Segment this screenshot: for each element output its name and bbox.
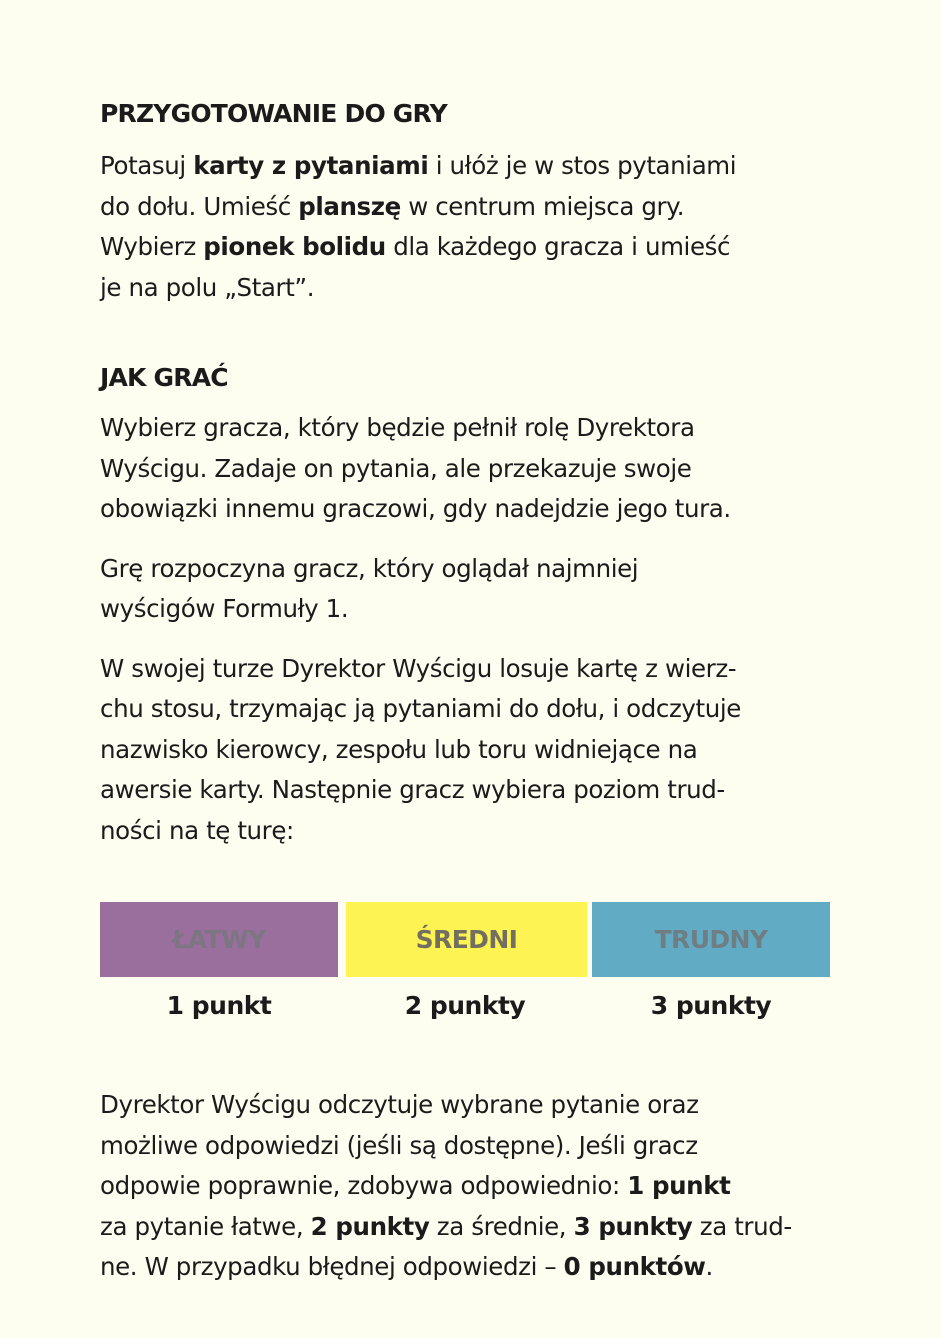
difficulty-label-hard: TRUDNY [592, 902, 830, 977]
text-line [100, 146, 840, 187]
how-to-play-paragraph-1 [100, 408, 840, 530]
difficulty-level-hard [592, 902, 830, 1020]
instructions-page [100, 96, 840, 851]
text-run: w centrum miejsca gry. [400, 191, 685, 221]
bold-text-run: pionek bolidu [203, 232, 386, 261]
text-line: awersie karty. Następnie gracz wybiera poziom trud- [100, 775, 725, 804]
how-to-play-paragraph-2 [100, 549, 840, 630]
text-line: Wybierz gracza, który będzie pełnił rolę Dyrektora [100, 413, 695, 442]
text-line: chu stosu, trzymając ją pytaniami do dołu, i odczytuje [100, 694, 741, 723]
difficulty-label-medium: ŚREDNI [346, 902, 587, 977]
scoring-paragraph [100, 1085, 845, 1288]
text-line: ności na tę turę: [100, 815, 294, 845]
text-line [100, 1247, 845, 1288]
bold-text-run: 2 punkty [310, 1211, 430, 1241]
text-line: Wyścigu. Zadaje on pytania, ale przekazuje swoje [100, 453, 692, 483]
text-run: Potasuj [100, 151, 194, 180]
text-run: do dołu. Umieść [100, 191, 299, 221]
how-to-play-paragraph-3 [100, 649, 840, 852]
text-line: obowiązki innemu graczowi, gdy nadejdzie jego tura. [100, 494, 731, 523]
bold-text-run: 0 punktów [563, 1252, 706, 1281]
text-line: je na polu „Start”. [100, 272, 315, 302]
text-run: ne. W przypadku błędnej odpowiedzi – [100, 1252, 564, 1281]
text-line [100, 227, 840, 268]
text-line: nazwisko kierowcy, zespołu lub toru widniejące na [100, 734, 698, 764]
text-line: Grę rozpoczyna gracz, który oglądał najmniej [100, 553, 639, 583]
text-run: dla każdego gracza i umieść [385, 232, 731, 261]
difficulty-points-medium: 2 punkty [404, 991, 526, 1020]
text-line: możliwe odpowiedzi (jeśli są dostępne). Jeśli gracz [100, 1130, 698, 1160]
bold-text-run: karty z pytaniami [193, 151, 429, 180]
section-heading-how-to-play: JAK GRAĆ [100, 363, 228, 392]
difficulty-level-easy [100, 902, 338, 1020]
bold-text-run: 3 punkty [573, 1211, 693, 1241]
text-line: W swojej turze Dyrektor Wyścigu losuje kartę z wierz- [100, 653, 737, 683]
text-line: wyścigów Formuły 1. [100, 594, 349, 623]
text-line [100, 1207, 845, 1248]
text-run: za trud- [692, 1211, 792, 1241]
difficulty-label-easy: ŁATWY [100, 902, 338, 977]
difficulty-levels [100, 902, 830, 1020]
text-run: . [705, 1252, 713, 1281]
preparation-paragraph [100, 146, 840, 308]
section-heading-preparation: PRZYGOTOWANIE DO GRY [100, 99, 447, 128]
text-line [100, 187, 840, 228]
difficulty-points-hard: 3 punkty [650, 991, 772, 1020]
text-run: Wybierz [100, 232, 204, 261]
text-run: odpowie poprawnie, zdobywa odpowiednio: [100, 1171, 628, 1200]
difficulty-points-easy: 1 punkt [166, 991, 272, 1020]
text-line: Dyrektor Wyścigu odczytuje wybrane pytanie oraz [100, 1090, 699, 1119]
bold-text-run: planszę [298, 191, 401, 221]
difficulty-level-medium [346, 902, 584, 1020]
text-line [100, 1166, 845, 1207]
bold-text-run: 1 punkt [627, 1171, 731, 1200]
text-run: za średnie, [429, 1211, 574, 1241]
text-run: za pytanie łatwe, [100, 1211, 311, 1241]
text-run: i ułóż je w stos pytaniami [428, 151, 737, 180]
